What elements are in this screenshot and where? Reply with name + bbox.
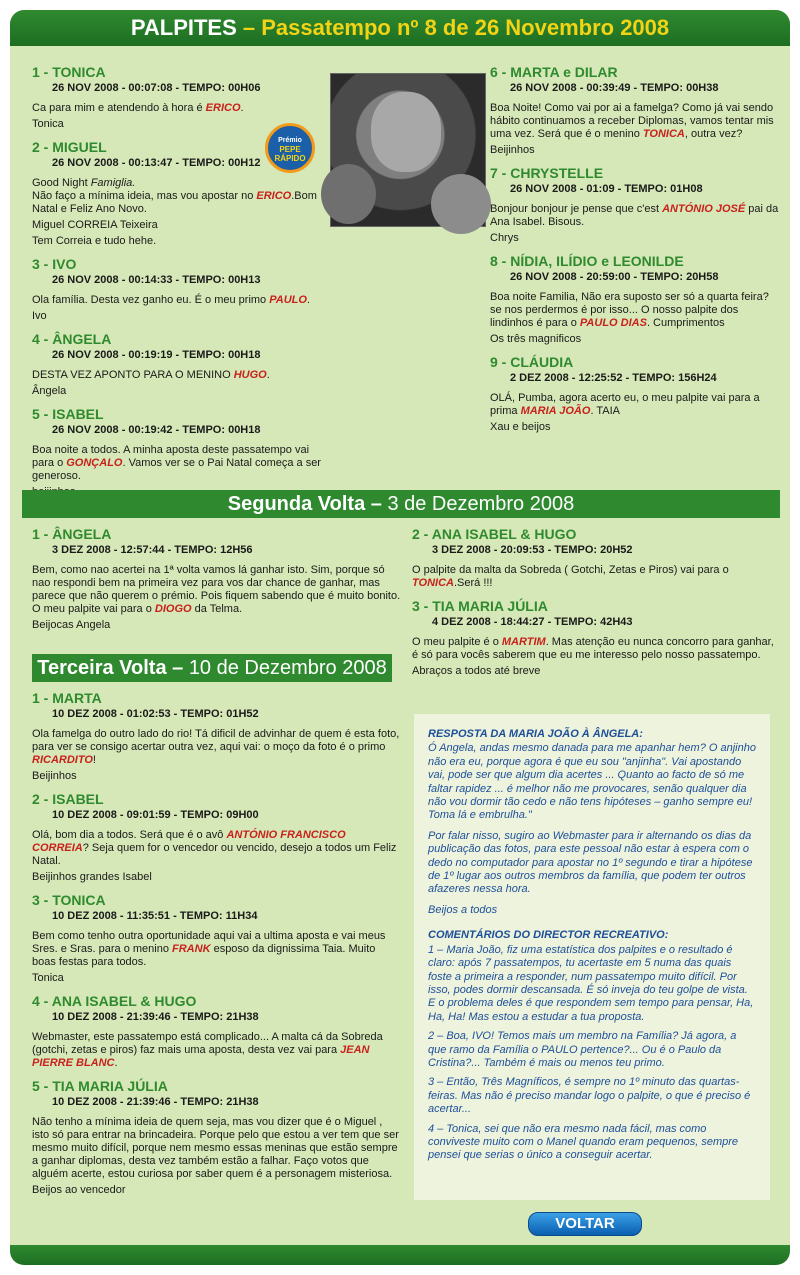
- entry-message: [32, 1031, 402, 1070]
- entry-signoff: Beijinhos: [490, 144, 535, 156]
- entry-signoff: Xau e beijos: [490, 421, 551, 433]
- entry-timestamp: 10 DEZ 2008 - 21:39:46 - TEMPO: 21H38: [52, 1011, 259, 1023]
- message-text: Olá, bom dia a todos. Será que é o avô: [32, 829, 227, 841]
- guess-highlight: TONICA: [412, 577, 454, 589]
- entry-title: 1 - ÂNGELA: [32, 526, 112, 542]
- entry-message: [32, 369, 322, 382]
- entry-title: 4 - ANA ISABEL & HUGO: [32, 993, 197, 1009]
- message-text: Boa noite Familia, Não era suposto ser só a quarta feira? se nos perdermos é por isso... O nosso palpite dos lindinhos é para o: [490, 291, 769, 329]
- director-comment: 3 – Então, Três Magníficos, é sempre no 1º minuto das quartas-feiras. Mas não é preciso mandar logo o palpite, o que é preciso é acertar...: [428, 1076, 751, 1116]
- message-text: Good Night: [32, 177, 91, 189]
- guess-highlight: GONÇALO: [66, 457, 123, 469]
- message-text: ? Seja quem for o vencedor ou vencido, desejo a todos um Feliz Natal.: [32, 842, 397, 867]
- voltar-button[interactable]: VOLTAR: [528, 1212, 642, 1236]
- entry-timestamp: 26 NOV 2008 - 00:14:33 - TEMPO: 00H13: [52, 274, 261, 286]
- entry-timestamp: 3 DEZ 2008 - 12:57:44 - TEMPO: 12H56: [52, 544, 253, 556]
- entry-signoff: Miguel CORREIA Teixeira: [32, 219, 158, 231]
- entry-timestamp: 10 DEZ 2008 - 01:02:53 - TEMPO: 01H52: [52, 708, 259, 720]
- guess-entry: [32, 892, 402, 985]
- page-footer-bar: [10, 1245, 790, 1265]
- guess-highlight: ANTÓNIO FRANCISCO CORREIA: [32, 829, 346, 854]
- entry-title: 7 - CHRYSTELLE: [490, 165, 604, 181]
- entry-timestamp: 26 NOV 2008 - 00:19:19 - TEMPO: 00H18: [52, 349, 261, 361]
- mystery-photo: [330, 73, 486, 227]
- message-text: . Cumprimentos: [646, 317, 725, 329]
- message-text: Não tenho a mínima ideia de quem seja, mas vou dizer que é o Miguel , isto só para entrar na brincadeira. Porque pelo que estou a ver tem que ser mesmo muito difícil, porque nem mesmo essas meninas que estão sempre a ganhar diplomas, desta vez também estão a falhar. Faço votos que alguém acerte, estou curiosa por saber quem é a personagem misteriosa.: [32, 1116, 399, 1180]
- badge-line2: PEPE RÁPIDO: [274, 145, 306, 163]
- director-comment: 2 – Boa, IVO! Temos mais um membro na Família? Já agora, a que ramo da Família o PAULO pertence?... Ou é o Paulo da Cristina?... Também é mais ou menos teu primo.: [428, 1030, 737, 1069]
- entry-message: [490, 102, 780, 141]
- entry-title: 1 - TONICA: [32, 64, 106, 80]
- entry-timestamp: 26 NOV 2008 - 00:07:08 - TEMPO: 00H06: [52, 82, 261, 94]
- entry-title: 2 - ISABEL: [32, 791, 104, 807]
- message-text: .: [240, 102, 244, 114]
- entry-title: 3 - TIA MARIA JÚLIA: [412, 598, 548, 614]
- badge-line1: Prémio: [278, 137, 302, 144]
- round2-right-column: [412, 526, 782, 686]
- message-text: .Bom Natal e Feliz Ano Novo.: [32, 190, 317, 215]
- entry-timestamp: 10 DEZ 2008 - 21:39:46 - TEMPO: 21H38: [52, 1096, 259, 1108]
- message-text: .: [266, 369, 270, 381]
- entry-message: [32, 177, 322, 216]
- guess-highlight: TONICA: [642, 128, 685, 140]
- entry-signoff: Tem Correia e tudo hehe.: [32, 235, 157, 247]
- message-text: !: [92, 754, 96, 766]
- round1-right-column: [490, 64, 780, 442]
- guess-highlight: RICARDITO: [32, 754, 93, 766]
- entry-title: 6 - MARTA e DILAR: [490, 64, 618, 80]
- guess-entry: [32, 406, 322, 499]
- entry-title: 9 - CLÁUDIA: [490, 354, 574, 370]
- entry-signoff: Tonica: [32, 972, 64, 984]
- message-text: Bem, como nao acertei na 1ª volta vamos lá ganhar isto. Sim, porque só nao respondi bem na primeira vez para vos dar chance de ganhar, mas parece que não querem o prémio. Pois fiquem sabendo que é muito bonito. O meu palpite vai para o: [32, 564, 401, 615]
- guess-highlight: DIOGO: [154, 603, 192, 615]
- message-text: da Telma.: [191, 603, 243, 615]
- terceira-volta-banner: [32, 654, 392, 682]
- entry-timestamp: 4 DEZ 2008 - 18:44:27 - TEMPO: 42H43: [432, 616, 633, 628]
- entry-signoff: Beijos ao vencedor: [32, 1184, 126, 1196]
- entry-title: 4 - ÂNGELA: [32, 331, 112, 347]
- photo-face: [431, 174, 491, 234]
- message-text: .: [306, 294, 310, 306]
- reply-paragraph: Por falar nisso, sugiro ao Webmaster para ir alternando os dias da publicação das fotos, para este pessoal não estar à espera com o dedo no computador para apostar no 1º segundo e tirar a hipótese de 1º lugar aos outros membros da família, que podem ter outros afazeres nessa hora.: [428, 829, 753, 896]
- banner3-date: 10 de Dezembro 2008: [188, 657, 387, 679]
- guess-entry: [490, 253, 780, 346]
- message-text: . TAIA: [590, 405, 620, 417]
- entry-signoff: Chrys: [490, 232, 519, 244]
- banner2-bold: Segunda Volta –: [227, 493, 388, 515]
- guess-highlight: ANTÓNIO JOSÉ: [662, 203, 746, 215]
- guess-entry: [32, 331, 322, 398]
- guess-highlight: PAULO: [269, 294, 307, 306]
- entry-timestamp: 26 NOV 2008 - 00:19:42 - TEMPO: 00H18: [52, 424, 261, 436]
- entry-message: [490, 203, 780, 229]
- banner2-date: 3 de Dezembro 2008: [387, 493, 575, 515]
- segunda-volta-banner: [22, 490, 780, 518]
- entry-message: [412, 636, 782, 662]
- entry-title: 2 - MIGUEL: [32, 139, 107, 155]
- reply-heading: RESPOSTA DA MARIA JOÃO À ÂNGELA:: [428, 728, 643, 740]
- entry-signoff: Abraços a todos até breve: [412, 665, 541, 677]
- guess-entry: [32, 64, 322, 131]
- message-text: Webmaster, este passatempo está complicado... A malta cá da Sobreda (gotchi, zetas e piros) faz mais uma aposta, desta vez vai para: [32, 1031, 383, 1056]
- entry-signoff: Beijinhos: [32, 770, 77, 782]
- entry-signoff: Ângela: [32, 385, 67, 397]
- guess-entry: [490, 165, 780, 245]
- guess-entry: [32, 1078, 402, 1197]
- guess-highlight: HUGO: [233, 369, 267, 381]
- entry-title: 5 - ISABEL: [32, 406, 104, 422]
- message-text: pai da Ana Isabel. Bisous.: [490, 203, 779, 228]
- entry-timestamp: 10 DEZ 2008 - 11:35:51 - TEMPO: 11H34: [52, 910, 258, 922]
- guess-highlight: MARIA JOÃO: [520, 405, 591, 417]
- entry-timestamp: 2 DEZ 2008 - 12:25:52 - TEMPO: 156H24: [510, 372, 717, 384]
- message-text: . Mas atenção eu nunca concorro para ganhar, é só para vocês saberem que eu me interesso pelo nosso passatempo.: [412, 636, 774, 661]
- director-comment: 1 – Maria João, fiz uma estatística dos palpites e o resultado é claro: após 7 passatempos, tu acertaste em 5 numa das quais foste a primeira a responder, num passatempo muito difícil. Por isso, podes dormir descansada. É só inveja do teu golpe de vista. E o problema deles é que respondem sem tempo para pensar, Ha, Ha, Ha! Mas estou a estudar a tua proposta.: [428, 943, 754, 1023]
- guess-entry: [32, 791, 402, 884]
- entry-message: [32, 102, 322, 115]
- message-text: O meu palpite é o: [412, 636, 502, 648]
- message-text: Bonjour bonjour je pense que c'est: [490, 203, 663, 215]
- entry-signoff: Beijinhos grandes Isabel: [32, 871, 152, 883]
- reply-paragraph: Ó Angela, andas mesmo danada para me apanhar hem? O anjinho não era eu, porque agora é que eu sou "anjinha". Vai apostando vai, pode ser que algum dia acertes ... Quanto ao facto de só me faltar rapidez ... é melhor não me provocares, senão qualquer dia não vou dormir tão cedo e não tens hipóteses – ganho sempre eu! Toma lá e embrulha.": [428, 742, 756, 822]
- entry-title: 5 - TIA MARIA JÚLIA: [32, 1078, 168, 1094]
- entry-message: [412, 564, 782, 590]
- message-text: , outra vez?: [684, 128, 743, 140]
- entry-signoff: Os três magnificos: [490, 333, 582, 345]
- round3-column: [32, 690, 402, 1205]
- entry-title: 8 - NÍDIA, ILÍDIO e LEONILDE: [490, 253, 684, 269]
- message-text: Ola famelga do outro lado do rio! Tá dificil de advinhar de quem é esta foto, para ver se consigo acertar outra vez, aqui vai: o moço da foto é o primo: [32, 728, 400, 753]
- entry-message: [32, 829, 402, 868]
- message-text: Boa Noite! Como vai por ai a famelga? Como já vai sendo hábito continuamos a receber Diplomas, vamos tentar mis uma vez. Será que é o menino: [490, 102, 774, 140]
- guess-entry: [32, 256, 322, 323]
- entry-title: 3 - TONICA: [32, 892, 106, 908]
- message-text: . Vamos ver se o Pai Natal começa a ser generoso.: [32, 457, 321, 482]
- header-title-main: PALPITES: [130, 15, 237, 40]
- guess-highlight: ERICO: [205, 102, 241, 114]
- entry-message: [32, 728, 402, 767]
- entry-signoff: Beijocas Angela: [32, 619, 111, 631]
- director-heading: COMENTÁRIOS DO DIRECTOR RECREATIVO:: [428, 929, 669, 942]
- guess-highlight: PAULO DIAS: [579, 317, 647, 329]
- message-text: esposo da dignissima Taia. Muito boas festas para todos.: [32, 943, 376, 968]
- message-text: Boa noite a todos. A minha aposta deste passatempo vai para o: [32, 444, 310, 469]
- guess-highlight: ERICO: [256, 190, 292, 202]
- guess-entry: [32, 690, 402, 783]
- photo-face: [371, 92, 441, 172]
- entry-timestamp: 26 NOV 2008 - 00:13:47 - TEMPO: 00H12: [52, 157, 261, 169]
- guess-entry: [490, 64, 780, 157]
- message-text: Ola família. Desta vez ganho eu. É o meu primo: [32, 294, 270, 306]
- guess-entry: [412, 526, 782, 590]
- entry-timestamp: 26 NOV 2008 - 00:39:49 - TEMPO: 00H38: [510, 82, 719, 94]
- guess-entry: [32, 526, 402, 632]
- guess-entry: [32, 993, 402, 1070]
- entry-message: [32, 930, 402, 969]
- entry-message: [490, 291, 780, 330]
- message-italic: Famiglia.: [90, 177, 136, 189]
- entry-message: [32, 444, 322, 483]
- message-text: .: [114, 1057, 118, 1069]
- director-comments-box: [414, 714, 770, 1200]
- entry-timestamp: 26 NOV 2008 - 01:09 - TEMPO: 01H08: [510, 183, 703, 195]
- entry-timestamp: 10 DEZ 2008 - 09:01:59 - TEMPO: 09H00: [52, 809, 259, 821]
- message-text: Ca para mim e atendendo à hora é: [32, 102, 206, 114]
- entry-message: [32, 294, 322, 307]
- message-text: DESTA VEZ APONTO PARA O MENINO: [32, 369, 234, 381]
- guess-entry: [412, 598, 782, 678]
- reply-signoff: Beijos a todos: [428, 903, 498, 916]
- entry-message: [32, 564, 402, 616]
- entry-signoff: Tonica: [32, 118, 64, 130]
- guess-highlight: JEAN PIERRE BLANC: [32, 1044, 370, 1069]
- message-text: Bem como tenho outra oportunidade aqui vai a ultima aposta e vai meus Sres. e Sras. para o menino: [32, 930, 386, 955]
- director-comment-list: [428, 944, 756, 1163]
- entry-signoff: Ivo: [32, 310, 47, 322]
- director-comment: 4 – Tonica, sei que não era mesmo nada fácil, mas como conviveste muito com o Manel quando eram pequenos, sempre pensei que serias o único a conseguir acertar.: [428, 1122, 739, 1162]
- header-title-sub: – Passatempo nº 8 de 26 Novembro 2008: [236, 15, 670, 40]
- entry-title: 3 - IVO: [32, 256, 77, 272]
- entry-message: [32, 1116, 402, 1181]
- entry-message: [490, 392, 780, 418]
- banner3-bold: Terceira Volta –: [37, 657, 189, 679]
- message-text: OLÁ, Pumba, agora acerto eu, o meu palpite vai para a prima: [490, 392, 760, 417]
- page-header: [10, 10, 790, 46]
- message-text: Não faço a mínima ideia, mas vou apostar no: [32, 190, 257, 202]
- guess-highlight: FRANK: [172, 943, 211, 955]
- entry-timestamp: 3 DEZ 2008 - 20:09:53 - TEMPO: 20H52: [432, 544, 633, 556]
- entry-title: 1 - MARTA: [32, 690, 102, 706]
- prize-badge-icon: [265, 123, 315, 173]
- entry-title: 2 - ANA ISABEL & HUGO: [412, 526, 577, 542]
- round2-left-column: [32, 526, 402, 640]
- message-text: .Será !!!: [453, 577, 493, 589]
- page-frame: [10, 10, 790, 1265]
- guess-entry: [490, 354, 780, 434]
- message-text: O palpite da malta da Sobreda ( Gotchi, Zetas e Piros) vai para o: [412, 564, 729, 576]
- guess-highlight: MARTIM: [501, 636, 546, 648]
- photo-face: [321, 164, 376, 224]
- entry-timestamp: 26 NOV 2008 - 20:59:00 - TEMPO: 20H58: [510, 271, 719, 283]
